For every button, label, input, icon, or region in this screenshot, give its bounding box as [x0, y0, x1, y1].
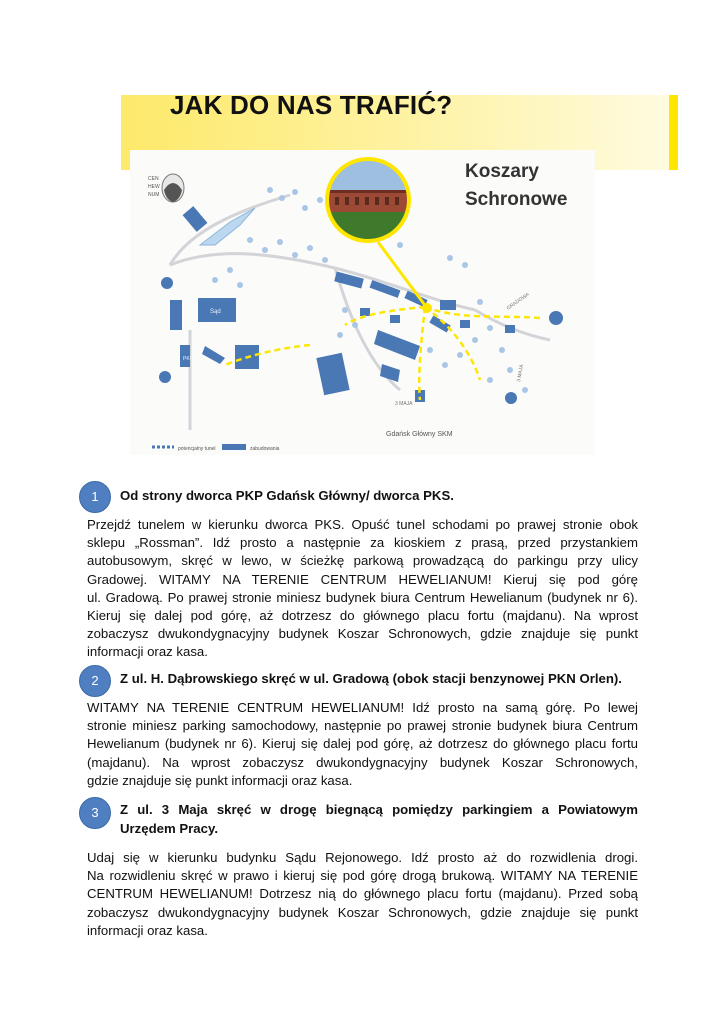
text-line: zobaczysz dwukondygnacyjny budynek Koszar Schronowych, gdzie znajduje się punkt	[87, 626, 638, 642]
map-label-line-2: Schronowe	[465, 189, 568, 210]
svg-text:CEN: CEN	[148, 176, 159, 182]
map-label-sad: Sąd	[210, 309, 221, 315]
step-2-heading: Z ul. H. Dąbrowskiego skręć w ul. Gradową (obok stacji benzynowej PKN Orlen).	[120, 671, 622, 686]
text-line: sklepu „Rossman”. Idź prosto a następnie za kioskiem z prasą, przed przystankiem	[87, 535, 638, 551]
map-street-3maja-b: 3 MAJA	[395, 401, 413, 407]
koszary-photo	[327, 159, 409, 241]
map-street-3maja-a: 3 MAJA	[516, 364, 526, 383]
text-line: informacji oraz kasa.	[87, 644, 208, 660]
map-label-line-1: Koszary	[465, 161, 539, 182]
svg-text:NUM: NUM	[148, 192, 160, 198]
text-line: informacji oraz kasa.	[87, 922, 208, 938]
step-3-text	[87, 849, 638, 940]
step-3-badge: 3	[79, 797, 111, 829]
map-label-pkp: PKP	[183, 356, 194, 362]
hewelianum-logo	[148, 174, 184, 202]
map-street-gradowa: GRADOWA	[505, 291, 531, 312]
text-line: Przejdź tunelem w kierunku dworca PKS. Opuść tunel schodami po prawej stronie obok	[87, 517, 638, 532]
text-line: Gradowej. WITAMY NA TERENIE CENTRUM HEWELIANUM! Kieruj się pod górę	[87, 571, 638, 587]
svg-text:HEW: HEW	[148, 184, 160, 190]
heading-line: Urzędem Pracy.	[120, 821, 218, 836]
step-1-heading: Od strony dworca PKP Gdańsk Główny/ dworca PKS.	[120, 488, 454, 503]
step-1-badge: 1	[79, 481, 111, 513]
text-line: Udaj się w kierunku budynku Sądu Rejonowego. Idź prosto aż do rozwidlenia drogi.	[87, 850, 638, 865]
step-1-text	[87, 516, 638, 662]
text-line: (majdanu). Na wprost zobaczysz dwukondygnacyjny budynek Koszar Schronowych,	[87, 754, 638, 770]
step-2-text	[87, 699, 638, 790]
legend-buildings: zabudowania	[250, 446, 280, 452]
text-line: stronie miniesz parking samochodowy, następnie po prawej stronie budynek biura Centrum	[87, 718, 638, 734]
text-line: autobusowym, skręć w lewo, w ścieżkę parkową prowadzącą do parkingu przy ulicy	[87, 553, 638, 569]
map-station-label: Gdańsk Główny SKM	[386, 431, 453, 438]
text-line: Na rozwidleniu skręć w prawo i kieruj się pod górę drogą brukową. WITAMY NA TERENIE	[87, 868, 638, 884]
heading-line: Z ul. 3 Maja skręć w drogę biegnącą pomiędzy parkingiem a Powiatowym	[120, 802, 638, 817]
text-line: zobaczysz dwukondygnacyjny budynek Koszar Schronowych, gdzie znajduje się punkt	[87, 904, 638, 920]
text-line: ul. Gradową. Po prawej stronie miniesz budynek biura Centrum Hewelianum (budynek nr 6).	[87, 589, 638, 605]
location-map	[130, 150, 595, 455]
text-line: Hewelianum (budynek nr 6). Kieruj się dalej pod górę, aż dotrzesz do głównego placu fortu	[87, 736, 638, 752]
text-line: WITAMY NA TERENIE CENTRUM HEWELIANUM! Idź prosto na samą górę. Po lewej	[87, 700, 638, 715]
text-line: Kieruj się dalej pod górę, aż dotrzesz do głównego placu fortu (majdanu). Na wprost	[87, 608, 638, 624]
header-accent-bar	[669, 95, 678, 170]
legend-tunnel: potencjalny tunel	[178, 446, 216, 452]
text-line: CENTRUM HEWELIANUM! Dotrzesz nią do głównego placu fortu (majdanu). Przed sobą	[87, 886, 638, 902]
text-line: gdzie znajduje się punkt informacji oraz kasa.	[87, 772, 353, 788]
map-illustration	[130, 150, 595, 455]
step-3-heading	[120, 800, 638, 838]
step-2-badge: 2	[79, 665, 111, 697]
page-title: JAK DO NAS TRAFIĆ?	[170, 90, 453, 120]
